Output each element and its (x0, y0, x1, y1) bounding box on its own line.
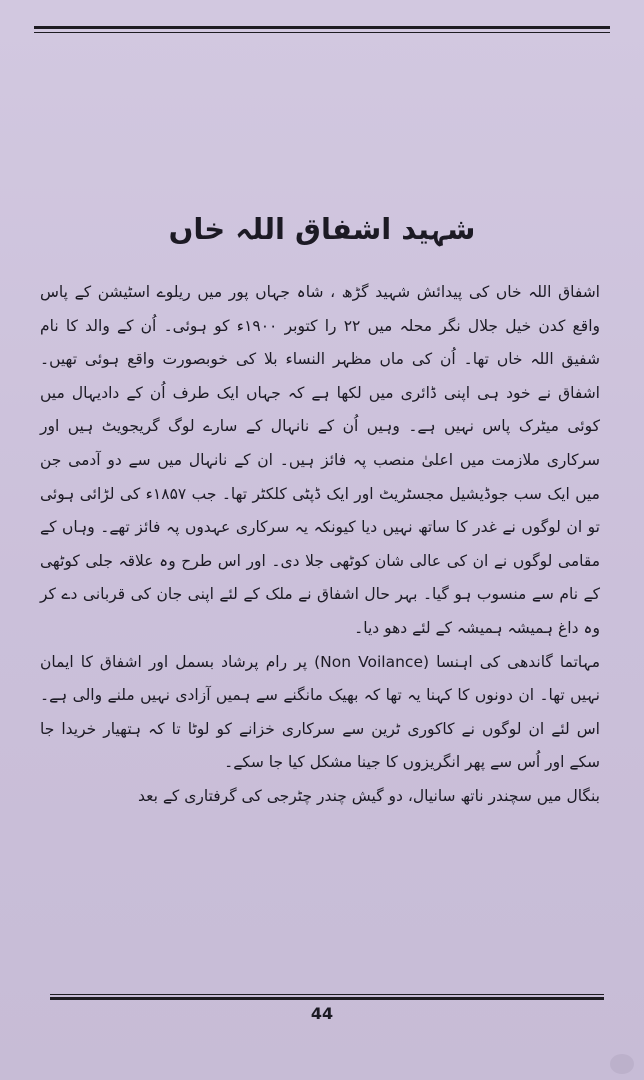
corner-smudge (610, 1054, 634, 1074)
body-text (40, 276, 600, 814)
chapter-title: شہید اشفاق اللہ خاں (168, 212, 476, 246)
page-number: 44 (310, 1004, 334, 1023)
paragraph-3: بنگال میں سچندر ناتھ سانیال، دو گیش چندر چٹرجی کی گرفتاری کے بعد (137, 786, 600, 805)
top-divider (34, 26, 610, 34)
top-divider-thick-line (34, 26, 610, 29)
top-divider-thin-line (34, 32, 610, 33)
bottom-divider (50, 994, 604, 1002)
bottom-divider-thin-line (50, 994, 604, 995)
paragraph-1: اشفاق اللہ خاں کی پیدائش شہید گڑھ ، شاہ جہاں پور میں ریلوے اسٹیشن کے پاس واقع کدن خیل جلال نگر محلہ میں ۲۲ را کتوبر ۱۹۰۰ء کو ہوئی۔ اُن کے والد کا نام شفیق اللہ خاں تھا۔ اُن کی ماں مظہر النساء بلا کی خوبصورت واقع ہوئی تھیں۔ اشفاق نے خود ہی اپنی ڈائری میں لکھا ہے کہ جہاں ایک طرف اُن کے دادیہال میں کوئی میٹرک پاس نہیں ہے۔ وہیں اُن کے نانہال کے سارے لوگ گریجویٹ ہیں اور سرکاری ملازمت میں اعلیٰ منصب پہ فائز ہیں۔ ان کے نانہال میں سے دو آدمی جن میں ایک سب جوڈیشیل مجسٹریٹ اور ایک ڈپٹی کلکٹر تھا۔ جب ۱۸۵۷ء کی لڑائی ہوئی تو ان لوگوں نے غدر کا ساتھ نہیں دیا کیونکہ یہ سرکاری عہدوں پہ فائز تھے۔ وہاں کے مقامی لوگوں نے ان کی عالی شان کوٹھی جلا دی۔ اور اس طرح وہ علاقہ جلی کوٹھی کے نام سے منسوب ہو گیا۔ بہر حال اشفاق نے ملک کے لئے اپنی جان کی قربانی دے کر وہ داغ ہمیشہ ہمیشہ کے لئے دھو دیا۔ (40, 283, 600, 637)
bottom-divider-thick-line (50, 997, 604, 1000)
paragraph-2: مہاتما گاندھی کی اہنسا (Non Voilance) پر رام پرشاد بسمل اور اشفاق کا ایمان نہیں تھا۔ ان دونوں کا کہنا یہ تھا کہ بھیک مانگنے سے ہمیں آزادی نہیں ملنے والی ہے۔ اس لئے ان لوگوں نے کاکوری ٹرین سے سرکاری خزانے کو لوٹا تا کہ ہتھیار خریدا جا سکے اور اُس سے پھر انگریزوں کا جینا مشکل کیا جا سکے۔ (40, 652, 600, 772)
